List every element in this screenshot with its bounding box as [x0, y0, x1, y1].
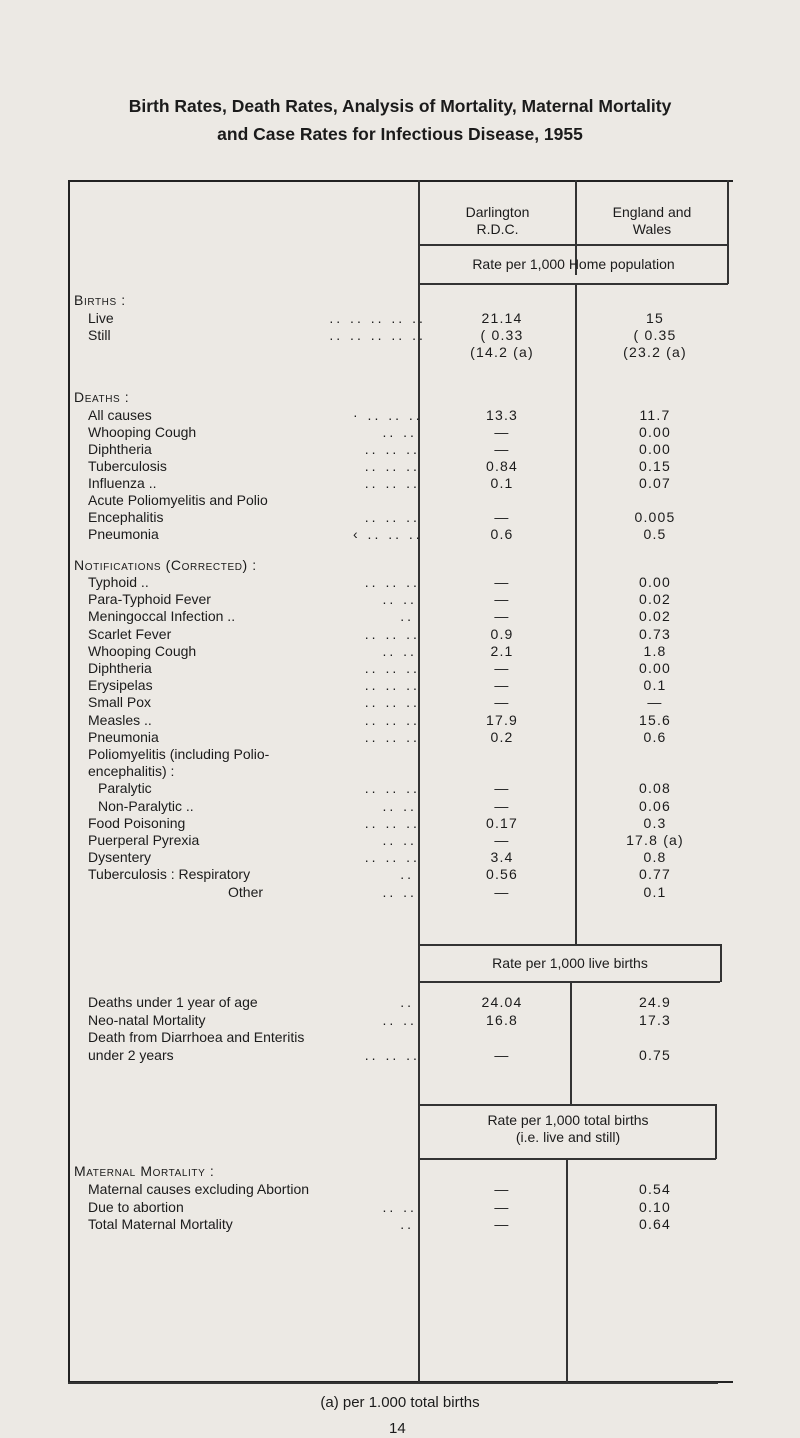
- column-rule-right-top: [727, 180, 729, 284]
- england-wales-value: 0.00: [638, 424, 672, 440]
- england-wales-value: 0.6: [643, 728, 667, 745]
- column-header-darlington: Darlington R.D.C.: [465, 204, 530, 237]
- page-number: 14: [389, 1420, 406, 1437]
- darlington-value: —: [494, 1046, 510, 1063]
- england-wales-value: ( 0.35: [633, 327, 677, 343]
- england-wales-value: 0.1: [643, 677, 667, 694]
- leader-dots: .. ..: [382, 1011, 417, 1028]
- darlington-value: —: [494, 883, 510, 900]
- column-rule-middle-2: [570, 982, 572, 1104]
- row-label: Total Maternal Mortality: [88, 1216, 233, 1232]
- row-label: Neo-natal Mortality: [88, 1011, 206, 1028]
- england-wales-value: 0.54: [638, 1181, 672, 1197]
- row-label: Erysipelas: [88, 677, 153, 694]
- title-line-1: Birth Rates, Death Rates, Analysis of Mortality, Maternal Mortality: [128, 96, 672, 116]
- darlington-value: —: [494, 1198, 510, 1215]
- leader-dots: .. .. ..: [364, 458, 420, 474]
- darlington-value: 2.1: [490, 642, 514, 659]
- leader-dots: .. ..: [382, 883, 417, 900]
- england-wales-value: 0.5: [643, 526, 667, 542]
- column-rule-middle-3: [566, 1159, 568, 1383]
- row-label: Typhoid ..: [88, 574, 149, 590]
- england-wales-value: 0.64: [638, 1216, 672, 1232]
- darlington-value: —: [494, 608, 510, 625]
- darlington-value: 3.4: [490, 849, 514, 866]
- column-rule-right-2: [720, 944, 722, 982]
- england-wales-value: 15: [646, 310, 664, 326]
- leader-dots: .. .. ..: [364, 1046, 420, 1063]
- leader-dots: .. .. ..: [364, 677, 420, 694]
- rate-home-population: Rate per 1,000 Home population: [472, 256, 675, 272]
- leader-dots: .. .. ..: [364, 625, 420, 642]
- england-wales-value: 0.00: [638, 660, 672, 676]
- leader-dots: ..: [400, 866, 414, 883]
- england-wales-value: 0.77: [638, 866, 672, 883]
- footnote: (a) per 1.000 total births: [320, 1394, 480, 1411]
- row-label: Diphtheria: [88, 441, 152, 457]
- england-wales-value: 0.02: [638, 591, 672, 608]
- england-wales-value: —: [647, 694, 663, 711]
- rate-home-rule: [418, 283, 728, 285]
- row-label: Acute Poliomyelitis and Polio: [88, 492, 268, 508]
- leader-dots: .. ..: [382, 591, 417, 608]
- row-label: Non-Paralytic ..: [98, 797, 194, 814]
- leader-dots: .. .. .. .. ..: [329, 327, 426, 343]
- england-wales-value: 15.6: [638, 711, 672, 728]
- england-wales-value: 0.75: [638, 1046, 672, 1063]
- leader-dots: .. .. ..: [364, 814, 420, 831]
- darlington-value: 0.56: [485, 866, 519, 883]
- leader-dots: .. ..: [382, 1198, 417, 1215]
- darlington-value: 17.9: [485, 711, 519, 728]
- darlington-value: —: [494, 1216, 510, 1232]
- row-label: Other: [228, 883, 264, 900]
- england-wales-value: 0.1: [643, 883, 667, 900]
- darlington-value: —: [494, 780, 510, 797]
- darlington-value: 0.6: [490, 526, 514, 542]
- header-rule: [418, 244, 728, 246]
- births-heading: Births :: [74, 292, 126, 308]
- england-wales-value: 0.00: [638, 574, 672, 590]
- leader-dots: .. .. ..: [364, 441, 420, 457]
- row-label: Deaths under 1 year of age: [88, 994, 258, 1010]
- row-label: Diphtheria: [88, 660, 152, 676]
- england-wales-value: 0.02: [638, 608, 672, 625]
- darlington-value: —: [494, 424, 510, 440]
- england-wales-value: 0.005: [634, 509, 676, 525]
- england-wales-value: 17.8 (a): [626, 832, 684, 848]
- darlington-value: —: [494, 509, 510, 525]
- darlington-value: —: [494, 574, 510, 590]
- row-label: under 2 years: [88, 1046, 174, 1063]
- england-wales-value: 0.8: [643, 849, 667, 866]
- leader-dots: .. .. ..: [364, 660, 420, 676]
- england-wales-value: 11.7: [639, 407, 671, 423]
- darlington-value: 0.17: [485, 814, 519, 831]
- leader-dots: .. .. ..: [364, 728, 420, 745]
- england-wales-value: 0.07: [638, 475, 672, 491]
- leader-dots: .. .. ..: [364, 780, 420, 797]
- darlington-value: —: [494, 677, 510, 694]
- darlington-value: 0.9: [490, 625, 514, 642]
- row-label: Pneumonia: [88, 728, 159, 745]
- darlington-value: 0.84: [485, 458, 519, 474]
- row-label: Pneumonia: [88, 526, 159, 542]
- england-wales-value: (23.2 (a): [623, 344, 687, 360]
- row-label: Para-Typhoid Fever: [88, 591, 211, 608]
- table-bottom-rule: [68, 1382, 718, 1384]
- row-label: Paralytic: [98, 780, 152, 797]
- darlington-value: 16.8: [485, 1011, 519, 1028]
- deaths-heading: Deaths :: [74, 389, 130, 405]
- leader-dots: .. .. ..: [364, 574, 420, 590]
- leader-dots: .. ..: [382, 832, 417, 848]
- column-rule-middle-1: [575, 284, 577, 944]
- england-wales-value: 0.08: [638, 780, 672, 797]
- leader-dots: ..: [400, 608, 414, 625]
- row-label: Live: [88, 310, 114, 326]
- england-wales-value: 0.00: [638, 441, 672, 457]
- title-line-2: and Case Rates for Infectious Disease, 1955: [217, 124, 583, 144]
- england-wales-value: 0.3: [643, 814, 667, 831]
- leader-dots: .. .. ..: [364, 694, 420, 711]
- darlington-value: (14.2 (a): [470, 344, 534, 360]
- leader-dots: ..: [400, 994, 414, 1010]
- leader-dots: .. ..: [382, 642, 417, 659]
- row-label: Food Poisoning: [88, 814, 186, 831]
- england-wales-value: 24.9: [638, 994, 672, 1010]
- leader-dots: .. .. ..: [364, 849, 420, 866]
- leader-dots: .. ..: [382, 424, 417, 440]
- darlington-value: 0.2: [490, 728, 514, 745]
- darlington-value: —: [494, 694, 510, 711]
- darlington-value: —: [494, 660, 510, 676]
- darlington-value: 13.3: [485, 407, 519, 423]
- leader-dots: .. ..: [382, 797, 417, 814]
- row-label: Dysentery: [88, 849, 152, 866]
- darlington-value: —: [494, 797, 510, 814]
- row-label: All causes: [88, 407, 152, 423]
- rate-total-bottom-rule: [418, 1158, 716, 1160]
- row-label: Tuberculosis: [88, 458, 167, 474]
- leader-dots: ..: [400, 1216, 414, 1232]
- row-label: Measles ..: [88, 711, 152, 728]
- row-label: encephalitis) :: [88, 763, 175, 780]
- rate-total-births: Rate per 1,000 total births (i.e. live and still): [487, 1112, 649, 1145]
- leader-dots: .. .. .. .. ..: [329, 310, 426, 326]
- row-label: Small Pox: [88, 694, 152, 711]
- column-header-england-wales: England and Wales: [612, 204, 692, 237]
- darlington-value: —: [494, 832, 510, 848]
- row-label: Tuberculosis : Respiratory: [88, 866, 251, 883]
- england-wales-value: 1.8: [643, 642, 667, 659]
- darlington-value: 24.04: [481, 994, 523, 1010]
- row-label: Puerperal Pyrexia: [88, 832, 200, 848]
- darlington-value: ( 0.33: [480, 327, 524, 343]
- england-wales-value: 0.73: [638, 625, 672, 642]
- notifications-heading: Notifications (Corrected) :: [74, 557, 257, 573]
- leader-dots: .. .. ..: [364, 711, 420, 728]
- maternal-heading: Maternal Mortality :: [74, 1163, 215, 1179]
- england-wales-value: 0.10: [638, 1198, 672, 1215]
- darlington-value: 0.1: [490, 475, 514, 491]
- row-label: Whooping Cough: [88, 424, 197, 440]
- row-label: Due to abortion: [88, 1198, 184, 1215]
- row-label: Still: [88, 327, 111, 343]
- row-label: Whooping Cough: [88, 642, 197, 659]
- leader-dots: .. .. ..: [364, 509, 420, 525]
- darlington-value: —: [494, 441, 510, 457]
- darlington-value: 21.14: [481, 310, 523, 326]
- england-wales-value: 0.15: [638, 458, 672, 474]
- darlington-value: —: [494, 591, 510, 608]
- leader-dots: · .. .. ..: [353, 407, 423, 423]
- england-wales-value: 17.3: [638, 1011, 672, 1028]
- leader-dots: ‹ .. .. ..: [353, 526, 423, 542]
- row-label: Death from Diarrhoea and Enteritis: [88, 1029, 305, 1045]
- row-label: Poliomyelitis (including Polio-: [88, 746, 270, 762]
- rate-live-bottom-rule: [418, 981, 720, 983]
- row-label: Encephalitis: [88, 509, 164, 525]
- leader-dots: .. .. ..: [364, 475, 420, 491]
- darlington-value: —: [494, 1181, 510, 1197]
- rate-live-top-rule: [418, 944, 720, 946]
- row-label: Influenza ..: [88, 475, 157, 491]
- england-wales-value: 0.06: [638, 797, 672, 814]
- rate-total-top-rule: [418, 1104, 716, 1106]
- row-label: Meningoccal Infection ..: [88, 608, 236, 625]
- row-label: Scarlet Fever: [88, 625, 172, 642]
- rate-live-births: Rate per 1,000 live births: [492, 955, 648, 971]
- row-label: Maternal causes excluding Abortion: [88, 1181, 310, 1197]
